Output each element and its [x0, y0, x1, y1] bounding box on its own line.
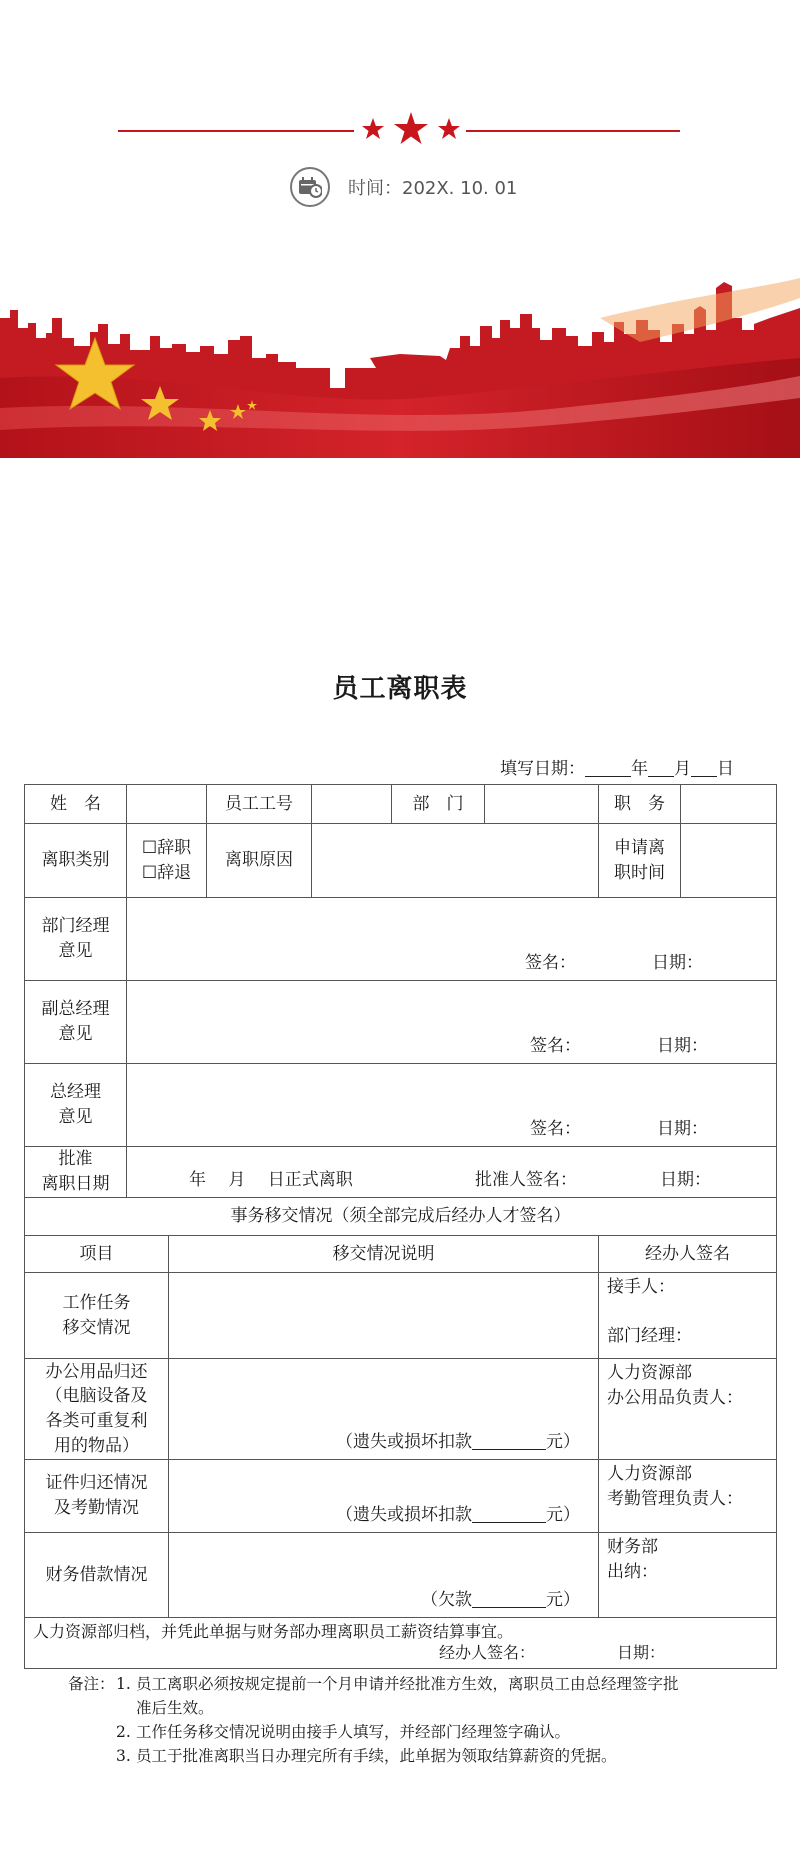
date-text: 时间：202X. 10. 01	[348, 178, 518, 199]
apply-time-label: 申请离 职时间	[599, 824, 681, 898]
department-field[interactable]	[485, 785, 599, 824]
office-supplies-label: 办公用品归还 （电脑设备及 各类可重复利 用的物品）	[25, 1359, 169, 1460]
handler-sign-label: 经办人签名：	[439, 1642, 536, 1662]
three-stars-icon	[356, 110, 466, 154]
archive-text: 人力资源部归档，并凭此单据与财务部办理离职员工薪资结算事宜。	[33, 1622, 514, 1641]
leave-type-label: 离职类别	[25, 824, 127, 898]
name-field[interactable]	[127, 785, 207, 824]
leave-reason-label: 离职原因	[207, 824, 312, 898]
note-item: 备注： 1. 员工离职必须按规定提前一个月申请并经批准方生效，离职员工由总经理签字批 准后生效。	[68, 1672, 758, 1720]
finance-desc[interactable]: （欠款 元）	[169, 1533, 599, 1618]
form-title: 员工离职表	[332, 674, 468, 704]
department-label: 部 门	[392, 785, 485, 824]
red-skyline-banner	[0, 258, 800, 458]
date-label: 日期：	[660, 1170, 711, 1191]
finance-row	[25, 1533, 777, 1618]
resignation-form-table	[24, 784, 777, 1669]
apply-time-field[interactable]	[681, 824, 777, 898]
approver-sign-label: 批准人签名：	[475, 1170, 577, 1191]
leave-reason-field[interactable]	[312, 824, 599, 898]
task-handover-row	[25, 1273, 777, 1359]
note-item: 3. 员工于批准离职当日办理完所有手续，此单据为领取结算薪资的凭据。	[116, 1747, 617, 1765]
handover-title-row	[25, 1198, 777, 1236]
handover-title: 事务移交情况（须全部完成后经办人才签名）	[25, 1198, 777, 1236]
opinion-row	[25, 1064, 777, 1147]
opinion-field[interactable]	[127, 981, 777, 1064]
name-label: 姓 名	[25, 785, 127, 824]
date-label: 日期：	[657, 1036, 708, 1057]
opinion-field[interactable]	[127, 1064, 777, 1147]
certificates-handler[interactable]: 人力资源部 考勤管理负责人：	[599, 1460, 777, 1533]
calendar-clock-icon	[290, 167, 330, 207]
basic-info-row	[25, 785, 777, 824]
date-row	[290, 165, 517, 209]
fill-date: 填写日期： 年 月 日	[500, 759, 734, 779]
finance-handler[interactable]: 财务部 出纳：	[599, 1533, 777, 1618]
opinion-label: 部门经理 意见	[25, 898, 127, 981]
notes-label: 备注：	[68, 1675, 115, 1693]
sign-label: 签名：	[525, 953, 576, 974]
office-supplies-row	[25, 1359, 777, 1460]
opinion-label: 总经理 意见	[25, 1064, 127, 1147]
date-label: 日期：	[617, 1642, 666, 1662]
certificates-desc[interactable]: （遗失或损坏扣款 元）	[169, 1460, 599, 1533]
opinion-row	[25, 981, 777, 1064]
checkbox-dismiss[interactable]: ☐辞退	[141, 862, 192, 883]
decorative-line-right	[466, 130, 680, 132]
archive-row	[25, 1618, 777, 1669]
archive-cell[interactable]	[25, 1618, 777, 1669]
handler-header: 经办人签名	[599, 1236, 777, 1273]
leave-type-options	[127, 824, 207, 898]
opinion-label: 副总经理 意见	[25, 981, 127, 1064]
opinion-row	[25, 898, 777, 981]
task-handover-handler[interactable]: 接手人： 部门经理：	[599, 1273, 777, 1359]
notes-section	[68, 1672, 758, 1768]
date-label: 日期：	[657, 1119, 708, 1140]
approve-date-text: 年 月 日正式离职	[189, 1170, 353, 1191]
certificates-label: 证件归还情况 及考勤情况	[25, 1460, 169, 1533]
employee-no-label: 员工工号	[207, 785, 312, 824]
task-handover-desc[interactable]	[169, 1273, 599, 1359]
description-header: 移交情况说明	[169, 1236, 599, 1273]
certificates-row	[25, 1460, 777, 1533]
approve-row	[25, 1147, 777, 1198]
note-item: 2. 工作任务移交情况说明由接手人填写，并经部门经理签字确认。	[116, 1723, 571, 1741]
employee-no-field[interactable]	[312, 785, 392, 824]
date-label: 日期：	[652, 953, 703, 974]
office-supplies-handler[interactable]: 人力资源部 办公用品负责人：	[599, 1359, 777, 1460]
position-label: 职 务	[599, 785, 681, 824]
sign-label: 签名：	[530, 1036, 581, 1057]
task-handover-label: 工作任务 移交情况	[25, 1273, 169, 1359]
decorative-line-left	[118, 130, 354, 132]
approve-label: 批准 离职日期	[25, 1147, 127, 1198]
handover-header-row	[25, 1236, 777, 1273]
office-supplies-desc[interactable]: （遗失或损坏扣款 元）	[169, 1359, 599, 1460]
position-field[interactable]	[681, 785, 777, 824]
approve-field[interactable]	[127, 1147, 777, 1198]
checkbox-resign[interactable]: ☐辞职	[141, 837, 192, 858]
finance-label: 财务借款情况	[25, 1533, 169, 1618]
item-header: 项目	[25, 1236, 169, 1273]
sign-label: 签名：	[530, 1119, 581, 1140]
leave-type-row	[25, 824, 777, 898]
opinion-field[interactable]	[127, 898, 777, 981]
